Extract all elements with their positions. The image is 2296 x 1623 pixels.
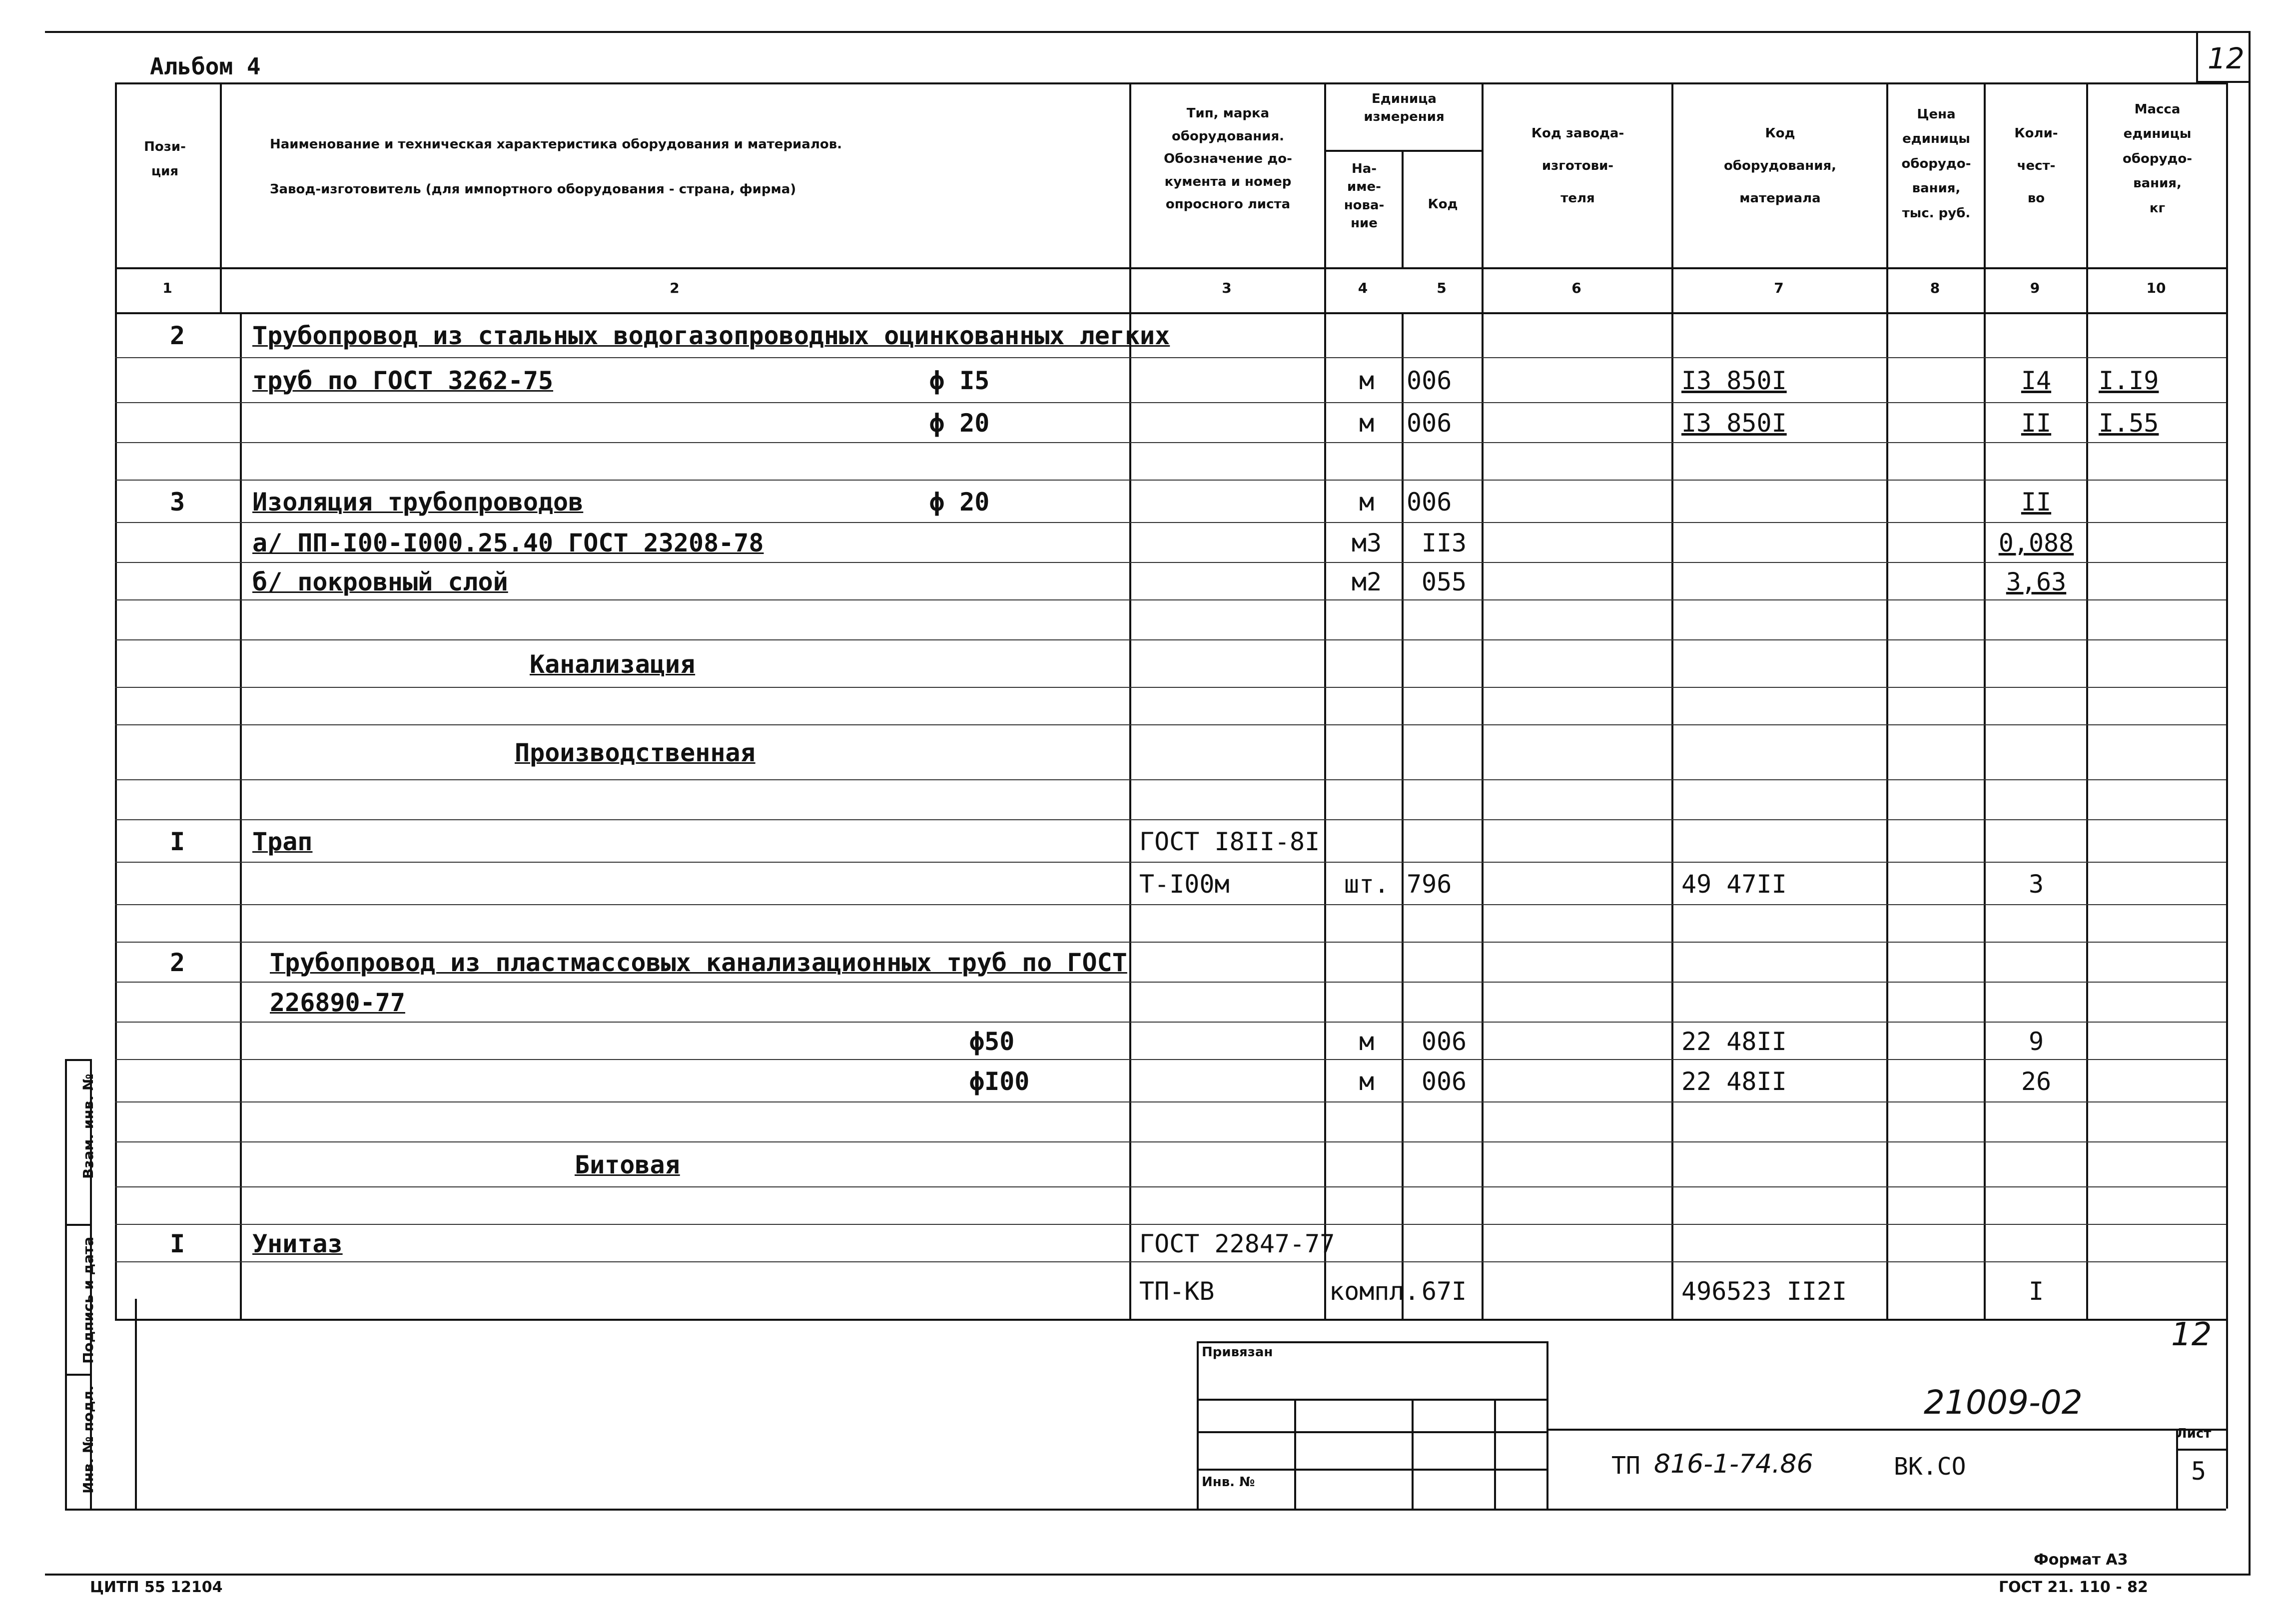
row-diameter: ϕ50	[969, 1027, 1015, 1056]
stamp-inv-no: Инв. №	[1202, 1475, 1255, 1490]
col-number-10: 10	[2146, 280, 2166, 296]
header-col10: Масса единицы оборудо- вания, кг	[2122, 102, 2193, 216]
row-unit: м	[1359, 1027, 1375, 1056]
stamp-tp-prefix: ТП	[1611, 1452, 1640, 1480]
row-name: б/ покровный слой	[252, 567, 508, 596]
footer-left-code: ЦИТП 55 12104	[90, 1579, 223, 1596]
row-quantity: II	[2021, 487, 2052, 517]
col-number-2: 2	[670, 280, 680, 296]
col-number-5: 5	[1437, 280, 1447, 296]
row-quantity: 3,63	[2006, 567, 2067, 596]
section-heading: Производственная	[515, 738, 756, 767]
row-code: 67I	[1421, 1276, 1467, 1306]
row-name: Изоляция трубопроводов	[252, 487, 584, 517]
row-type: Т-I00м	[1139, 869, 1230, 899]
section-heading: Битовая	[575, 1150, 680, 1179]
row-name: Трап	[252, 827, 313, 856]
col-number-4: 4	[1358, 280, 1368, 296]
row-quantity: II	[2021, 409, 2052, 438]
row-position: I	[169, 1229, 185, 1258]
row-code: 006	[1421, 1027, 1467, 1056]
row-name: Трубопровод из пластмассовых канализационных труб по ГОСТ	[270, 948, 1127, 977]
header-col7: Код оборудования, материала	[1723, 126, 1837, 206]
side-label-vzam: Взам. инв. №	[80, 1074, 96, 1179]
row-position: 2	[169, 948, 185, 977]
row-equipment-code: I3 850I	[1681, 366, 1787, 395]
stamp-sheet-number: 5	[2191, 1457, 2207, 1486]
row-code: II3	[1421, 529, 1467, 557]
row-code: 006	[1407, 487, 1452, 517]
row-unit: компл.	[1329, 1276, 1420, 1306]
side-label-inv-podl: Инв. № подл.	[80, 1385, 96, 1494]
col-number-3: 3	[1222, 280, 1232, 296]
page-corner-number: 12	[2208, 41, 2245, 75]
row-unit: м	[1359, 1067, 1375, 1096]
header-col8: Цена единицы оборудо- вания, тыс. руб.	[1901, 107, 1971, 221]
row-type: ТП-КВ	[1139, 1276, 1215, 1306]
row-diameter: ϕ 20	[929, 487, 990, 517]
col-number-6: 6	[1571, 280, 1581, 296]
row-name: Трубопровод из стальных водогазопроводных оцинкованных легких	[252, 321, 1170, 350]
header-col9: Коли- чест- во	[2014, 126, 2058, 206]
row-unit: м	[1359, 366, 1375, 395]
row-name: а/ ПП-I00-I000.25.40 ГОСТ 23208-78	[252, 529, 764, 557]
row-equipment-code: 22 48II	[1681, 1027, 1787, 1056]
row-equipment-code: 22 48II	[1681, 1067, 1787, 1096]
row-quantity: 26	[2021, 1067, 2052, 1096]
stamp-doc-number: 21009-02	[1924, 1383, 2083, 1422]
header-col4: На- име- нова- ние	[1344, 161, 1385, 231]
row-code: 006	[1407, 366, 1452, 395]
row-name: труб по ГОСТ 3262-75	[252, 366, 554, 395]
stamp-sheet-hand: 12	[2171, 1316, 2212, 1353]
header-col2-line1: Наименование и техническая характеристика оборудования и материалов.	[270, 137, 842, 152]
row-code: 055	[1421, 567, 1467, 596]
row-unit: шт.	[1344, 869, 1390, 899]
row-quantity: 0,088	[1998, 529, 2074, 557]
row-mass: I.55	[2099, 409, 2159, 438]
col-number-1: 1	[162, 280, 172, 296]
row-unit: м	[1359, 487, 1375, 517]
row-diameter: ϕI00	[969, 1067, 1030, 1096]
row-unit: м2	[1351, 567, 1382, 596]
row-position: 3	[169, 487, 185, 517]
row-quantity: I	[2028, 1276, 2044, 1306]
row-name: 226890-77	[270, 988, 405, 1017]
row-mass: I.I9	[2099, 366, 2159, 395]
header-col1: Пози- ция	[144, 139, 186, 179]
row-code: 006	[1421, 1067, 1467, 1096]
row-equipment-code: I3 850I	[1681, 409, 1787, 438]
row-diameter: ϕ 20	[929, 409, 990, 438]
row-name: Унитаз	[252, 1229, 343, 1258]
header-col3: Тип, марка оборудования. Обозначение до- кумента и номер опросного листа	[1164, 106, 1292, 212]
side-label-podpis: Подпись и дата	[80, 1236, 96, 1364]
stamp-sheet-label: Лист	[2176, 1426, 2212, 1441]
col-number-7: 7	[1774, 280, 1784, 296]
header-col5: Код	[1428, 197, 1458, 212]
footer-format: Формат А3	[2034, 1551, 2128, 1569]
row-unit: м	[1359, 409, 1375, 438]
album-label: Альбом 4	[150, 53, 261, 80]
stamp-mark: ВК.СО	[1894, 1453, 1966, 1481]
col-number-9: 9	[2030, 280, 2040, 296]
row-position: 2	[169, 321, 185, 350]
row-diameter: ϕ I5	[929, 366, 990, 395]
footer-gost: ГОСТ 21. 110 - 82	[1999, 1579, 2148, 1596]
col-number-8: 8	[1930, 280, 1940, 296]
section-heading: Канализация	[530, 649, 696, 679]
header-col45: Единица измерения	[1364, 91, 1445, 125]
stamp-privyazan: Привязан	[1202, 1345, 1273, 1360]
row-equipment-code: 49 47II	[1681, 869, 1787, 899]
header-col2-line2: Завод-изготовитель (для импортного оборудования - страна, фирма)	[270, 182, 796, 197]
row-equipment-code: 496523 II2I	[1681, 1276, 1847, 1306]
row-quantity: I4	[2021, 366, 2052, 395]
row-code: 796	[1407, 869, 1452, 899]
row-quantity: 9	[2028, 1027, 2044, 1056]
row-unit: м3	[1351, 529, 1382, 557]
row-position: I	[169, 827, 185, 856]
row-type: ГОСТ I8II-8I	[1139, 827, 1320, 856]
row-type: ГОСТ 22847-77	[1139, 1229, 1335, 1258]
row-quantity: 3	[2028, 869, 2044, 899]
row-code: 006	[1407, 409, 1452, 438]
header-col6: Код завода- изготови- теля	[1531, 126, 1624, 206]
stamp-tp-number: 816-1-74.86	[1654, 1449, 1813, 1479]
